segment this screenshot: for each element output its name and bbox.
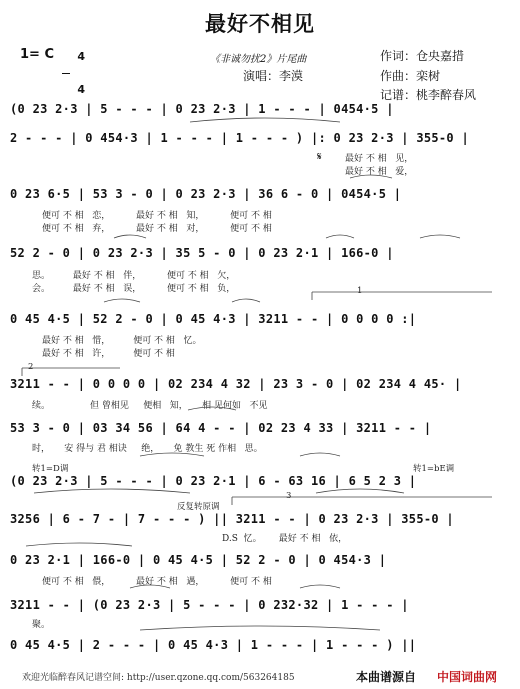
composer-credit: 作曲：栾树 <box>380 69 441 83</box>
notation-row: 3211 - - | (0 23 2·3 | 5 - - - | 0 232·32 | 1 - - - | <box>10 598 409 612</box>
lyric-line: 聚。 <box>32 620 51 630</box>
notation-row: 52 2 - 0 | 0 23 2·3 | 35 5 - 0 | 0 23 2·1 | 166-0 | <box>10 246 394 260</box>
volta-3-mark: 3 <box>286 491 292 501</box>
lyric-line: 会。 最好 不 相 误， 便可 不 相 负， <box>32 284 236 294</box>
lyric-line: 便可 不 相 偎， 最好 不 相 遇， 便可 不 相 <box>42 577 272 587</box>
time-denominator: 4 <box>77 83 85 96</box>
slur <box>104 299 140 302</box>
footer-credit: 欢迎光临醉春风记谱空间: http://user.qzone.qq.com/563264185 <box>22 673 295 683</box>
slur <box>232 299 260 302</box>
repeat-key-note: 反复转原调 <box>177 502 220 512</box>
notation-row: (0 23 2·3 | 5 - - - | 0 23 2·1 | 6 - 63 16 | 6 5 2 3 | <box>10 474 417 488</box>
lyric-line: 最好 不 相 许， 便可 不 相 <box>42 349 175 359</box>
slur <box>300 585 340 588</box>
time-numerator: 4 <box>77 50 85 63</box>
singer-credit: 演唱：李漠 <box>243 69 304 83</box>
key-signature: 1= C <box>20 47 55 62</box>
lyric-line: 续。 但 曾相见 便相 知， 相 见何如 不见 <box>32 401 268 411</box>
source-label: 本曲谱源自 <box>356 670 417 684</box>
notation-row: 0 45 4·5 | 2 - - - | 0 45 4·3 | 1 - - - | 1 - - - ) || <box>10 638 417 652</box>
slur <box>190 118 340 122</box>
lyric-line: 最好 不 相 见， <box>345 154 414 164</box>
modulation-note: 转1=bE调 <box>413 464 455 474</box>
lyric-line: 思。 最好 不 相 伴， 便可 不 相 欠， <box>32 271 236 281</box>
notation-row: 53 3 - 0 | 03 34 56 | 64 4 - - | 02 23 4 33 | 3211 - - | <box>10 421 432 435</box>
slur <box>326 235 354 238</box>
slur <box>420 235 460 238</box>
slur <box>130 585 170 588</box>
slur <box>140 626 380 630</box>
lyric-line: 时， 安 得与 君 相诀 绝， 免 教生 死 作相 思。 <box>32 444 263 454</box>
volta-2-mark: 2 <box>28 362 34 372</box>
notation-row: 0 23 2·1 | 166-0 | 0 45 4·5 | 52 2 - 0 | 0 454·3 | <box>10 553 387 567</box>
subtitle: 《非诚勿扰2》片尾曲 <box>210 54 307 65</box>
slur <box>140 453 204 456</box>
slur <box>26 543 132 546</box>
lyric-line: 便可 不 相 恋， 最好 不 相 知， 便可 不 相 <box>42 211 272 221</box>
volta-1-mark: 1 <box>357 286 363 296</box>
notation-row: 0 23 6·5 | 53 3 - 0 | 0 23 2·3 | 36 6 - 0 | 0454·5 | <box>10 187 402 201</box>
notation-row: 3256 | 6 - 7 - | 7 - - - ) || 3211 - - | 0 23 2·3 | 355-0 | <box>10 512 454 526</box>
notation-row: 3211 - - | 0 0 0 0 | 02 234 4 32 | 23 3 - 0 | 02 234 4 45· | <box>10 377 462 391</box>
lyric-line: 便可 不 相 弃， 最好 不 相 对， 便可 不 相 <box>42 224 272 234</box>
slur <box>114 235 146 238</box>
slur <box>300 453 340 456</box>
notation-row: 2 - - - | 0 454·3 | 1 - - - | 1 - - - ) |: 0 23 2·3 | 355-0 | <box>10 131 470 145</box>
notation-row: (0 23 2·3 | 5 - - - | 0 23 2·3 | 1 - - - | 0454·5 | <box>10 102 394 116</box>
lyricist-credit: 作词：仓央嘉措 <box>380 49 465 63</box>
transcriber-credit: 记谱：桃李醉春风 <box>380 88 477 102</box>
slur <box>350 175 392 178</box>
notation-row: 0 45 4·5 | 52 2 - 0 | 0 45 4·3 | 3211 - - | 0 0 0 0 :| <box>10 312 417 326</box>
site-watermark: 中国词曲网 <box>437 670 498 684</box>
modulation-note: 转1=D调 <box>32 464 69 474</box>
lyric-line: 最好 不 相 爱， <box>345 167 414 177</box>
lyric-line: D.S 忆。 最好 不 相 依， <box>222 534 348 544</box>
slur <box>188 407 236 410</box>
slur <box>316 489 404 493</box>
song-title: 最好不相见 <box>205 11 315 36</box>
segno-icon: 𝄋 <box>317 150 322 163</box>
lyric-line: 最好 不 相 惜， 便可 不 相 忆。 <box>42 336 202 346</box>
slur <box>34 489 190 493</box>
